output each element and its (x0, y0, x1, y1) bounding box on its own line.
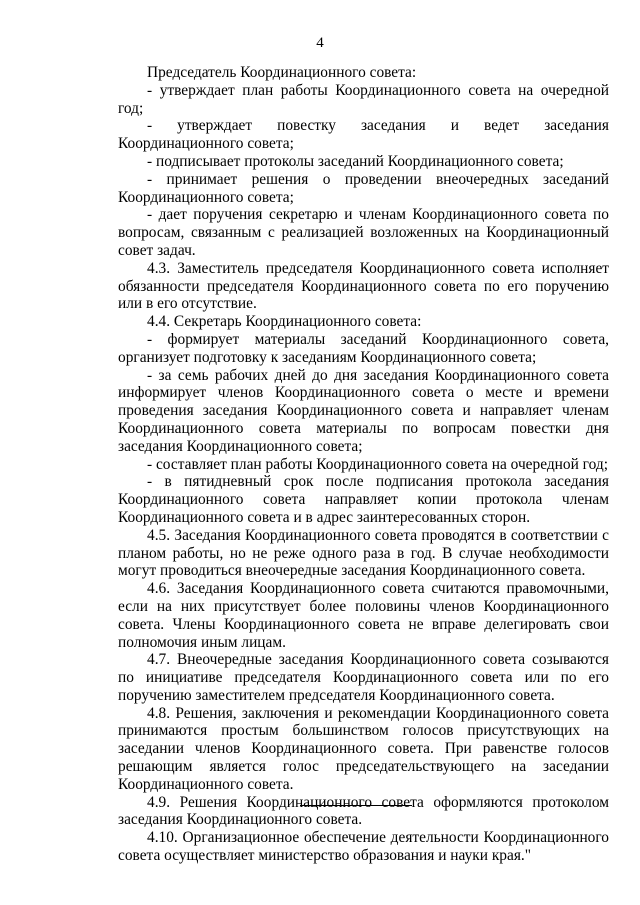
secretary-duty-notify-paragraph: - за семь рабочих дней до дня заседания Координационного совета информирует членов Координационного совета о месте и времени проведения заседания Координационного совета и направляет членам Координационного совета материалы по вопросам повестки дня заседания Координационного совета; (118, 366, 609, 455)
section-4-9-paragraph: 4.9. Решения Координационного совета оформляются протоколом заседания Координационного совета. (118, 793, 609, 829)
chairman-duty-protocols-paragraph: - подписывает протоколы заседаний Координационного совета; (147, 152, 564, 170)
chairman-duty-instructions-paragraph: - дает поручения секретарю и членам Координационного совета по вопросам, связанным с реализацией возложенных на Координационный совет задач. (118, 206, 609, 259)
section-4-4-intro-paragraph: 4.4. Секретарь Координационного совета: (147, 313, 422, 331)
page-number: 4 (316, 35, 324, 51)
section-4-8-paragraph: 4.8. Решения, заключения и рекомендации Координационного совета принимаются простым большинством голосов присутствующих на заседании членов Координационного совета. При равенстве голосов решающим является голос председательствующего на заседании Координационного совета. (118, 704, 609, 793)
chairman-duty-extra-meetings-paragraph: - принимает решения о проведении внеочередных заседаний Координационного совета; (118, 170, 609, 206)
secretary-duty-materials-paragraph: - формирует материалы заседаний Координационного совета, организует подготовку к заседаниям Координационного совета; (118, 330, 609, 366)
end-separator-line (300, 805, 412, 806)
secretary-duty-plan-paragraph: - составляет план работы Координационного совета на очередной год; (147, 455, 608, 473)
document-body (118, 64, 609, 865)
chairman-duty-plan-paragraph: - утверждает план работы Координационного совета на очередной год; (118, 81, 609, 117)
section-4-7-paragraph: 4.7. Внеочередные заседания Координационного совета созываются по инициативе председателя Координационного совета или по его поручению заместителем председателя Координационного совета. (118, 651, 609, 704)
section-4-6-paragraph: 4.6. Заседания Координационного совета считаются правомочными, если на них присутствует более половины членов Координационного совета. Члены Координационного совета не вправе делегировать свои полномочия иным лицам. (118, 580, 609, 651)
chairman-intro-paragraph: Председатель Координационного совета: (147, 64, 417, 81)
section-4-5-paragraph: 4.5. Заседания Координационного совета проводятся в соответствии с планом работы, но не реже одного раза в год. В случае необходимости могут проводиться внеочередные заседания Координационного совета. (118, 526, 609, 580)
section-4-3-paragraph: 4.3. Заместитель председателя Координационного совета исполняет обязанности председателя Координационного совета по его поручению или в его отсутствие. (118, 259, 609, 313)
chairman-duty-agenda-paragraph: - утверждает повестку заседания и ведет заседания Координационного совета; (118, 117, 609, 153)
secretary-duty-copies-paragraph: - в пятидневный срок после подписания протокола заседания Координационного совета направляет копии протокола членам Координационного совета и в адрес заинтересованных сторон. (118, 473, 609, 526)
section-4-10-paragraph: 4.10. Организационное обеспечение деятельности Координационного совета осуществляет министерство образования и науки края." (118, 829, 609, 865)
